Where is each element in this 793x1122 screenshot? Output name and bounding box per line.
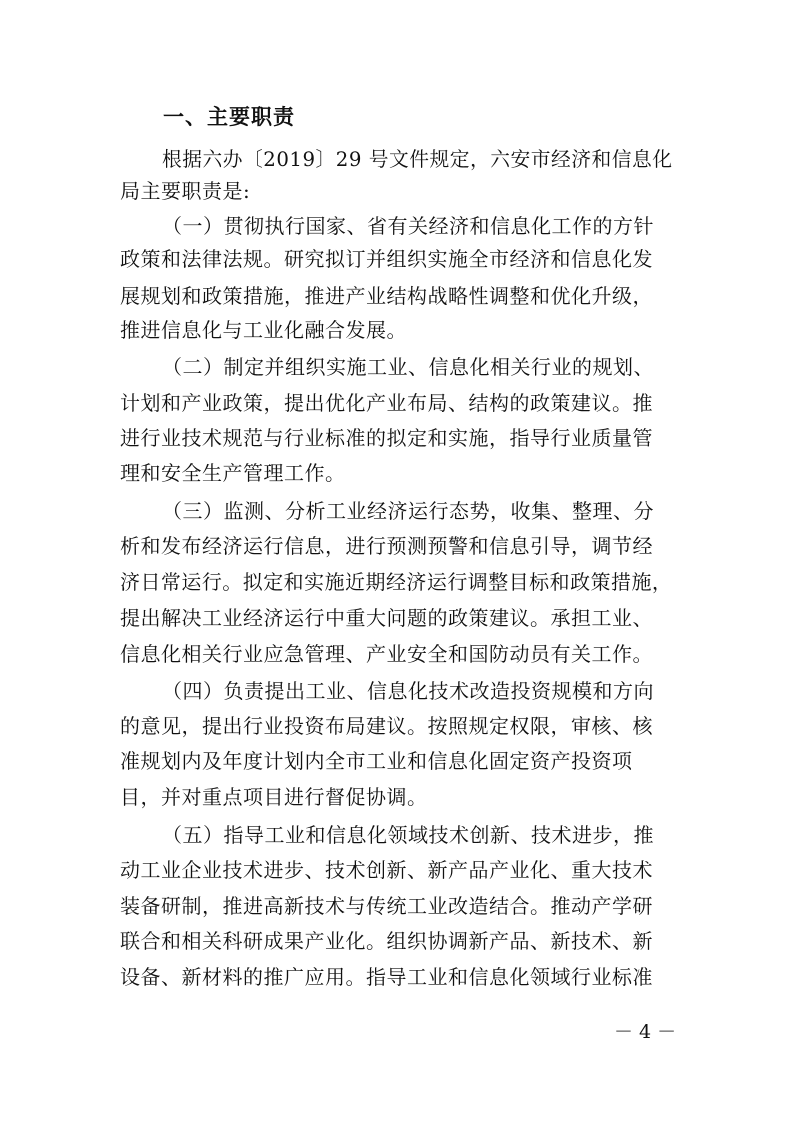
body-line: 进行业技术规范与行业标准的拟定和实施，指导行业质量管 [120, 426, 653, 450]
body-line: 提出解决工业经济运行中重大问题的政策建议。承担工业、 [120, 606, 653, 630]
body-line: 准规划内及年度计划内全市工业和信息化固定资产投资项 [120, 749, 633, 773]
body-line: 的意见，提出行业投资布局建议。按照规定权限，审核、核 [120, 714, 653, 738]
body-line: 理和安全生产管理工作。 [120, 461, 346, 485]
body-line: 济日常运行。拟定和实施近期经济运行调整目标和政策措施， [120, 570, 673, 594]
body-line: 信息化相关行业应急管理、产业安全和国防动员有关工作。 [120, 642, 653, 666]
body-line: 推进信息化与工业化融合发展。 [120, 318, 407, 342]
body-line: （五）指导工业和信息化领域技术创新、技术进步，推 [162, 823, 654, 847]
body-line: 联合和相关科研成果产业化。组织协调新产品、新技术、新 [120, 929, 653, 953]
body-line: （一）贯彻执行国家、省有关经济和信息化工作的方针 [162, 214, 654, 238]
body-line: （四）负责提出工业、信息化技术改造投资规模和方向 [162, 679, 654, 703]
body-line: （二）制定并组织实施工业、信息化相关行业的规划、 [162, 355, 654, 379]
body-line: 设备、新材料的推广应用。指导工业和信息化领域行业标准 [120, 965, 653, 989]
body-line: 计划和产业政策，提出优化产业布局、结构的政策建议。推 [120, 391, 653, 415]
body-line: 目，并对重点项目进行督促协调。 [120, 785, 428, 809]
body-line: （三）监测、分析工业经济运行态势，收集、整理、分 [162, 499, 654, 523]
body-line: 局主要职责是: [120, 179, 251, 203]
page-number: － 4 － [614, 1021, 677, 1043]
body-line: 根据六办〔2019〕29 号文件规定，六安市经济和信息化 [162, 147, 673, 171]
body-line: 政策和法律法规。研究拟订并组织实施全市经济和信息化发 [120, 247, 653, 271]
body-line: 析和发布经济运行信息，进行预测预警和信息引导，调节经 [120, 534, 653, 558]
body-line: 展规划和政策措施，推进产业结构战略性调整和优化升级， [120, 284, 653, 308]
body-line: 动工业企业技术进步、技术创新、新产品产业化、重大技术 [120, 858, 653, 882]
section-title: 一、主要职责 [163, 105, 295, 129]
body-line: 装备研制，推进高新技术与传统工业改造结合。推动产学研 [120, 894, 653, 918]
